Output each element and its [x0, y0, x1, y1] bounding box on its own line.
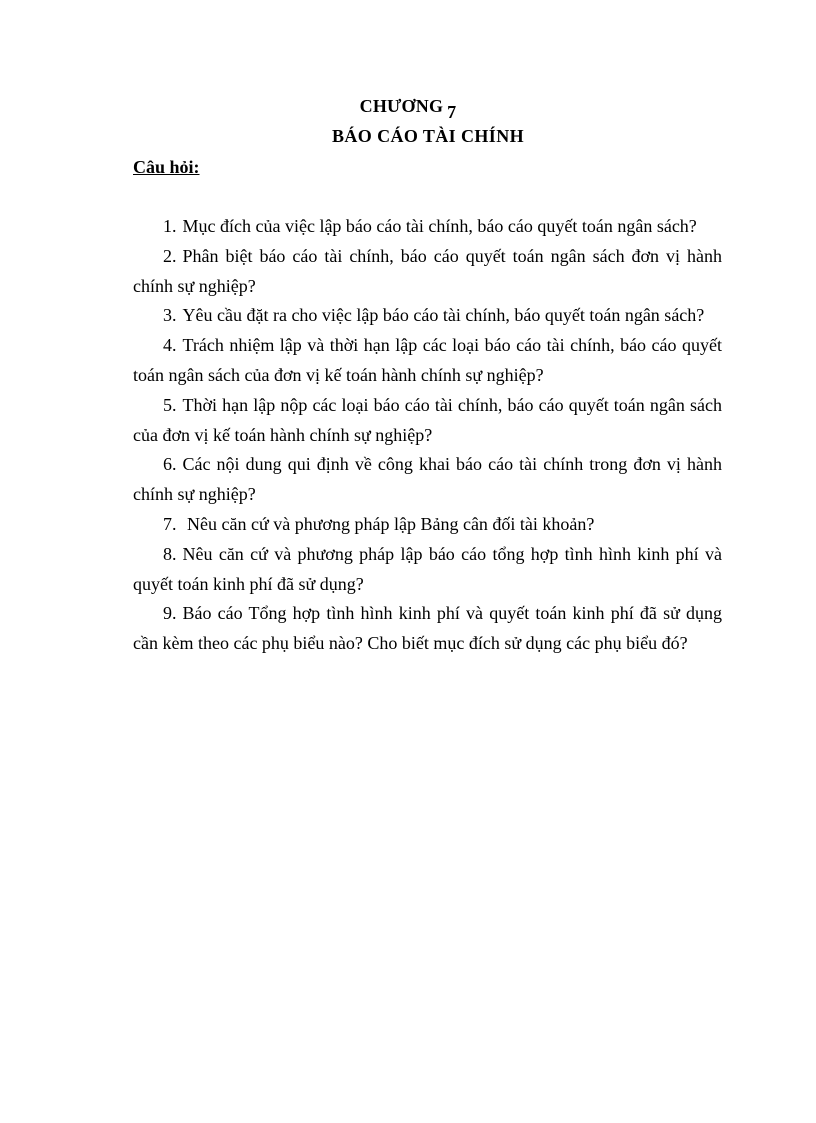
question-item: [133, 301, 722, 331]
question-list: [133, 212, 722, 659]
question-text: Nêu căn cứ và phương pháp lập báo cáo tổng hợp tình hình kinh phí và quyết toán kinh phí đã sử dụng?: [133, 543, 722, 594]
chapter-word: CHƯƠNG: [359, 96, 444, 116]
question-item: [133, 331, 722, 391]
question-item: [133, 540, 722, 600]
chapter-title: [0, 124, 816, 148]
question-number: 2.: [163, 245, 177, 266]
question-number: 4.: [163, 335, 177, 356]
question-item: [133, 510, 722, 540]
chapter-heading: [0, 94, 816, 122]
question-text: Yêu cầu đặt ra cho việc lập báo cáo tài chính, báo quyết toán ngân sách?: [182, 305, 705, 326]
question-number: 5.: [163, 394, 177, 415]
question-number: 1.: [163, 216, 177, 236]
question-number: 6.: [163, 454, 177, 475]
question-text: Mục đích của việc lập báo cáo tài chính, báo cáo quyết toán ngân sách?: [182, 216, 697, 236]
chapter-number: 7: [447, 102, 457, 122]
questions-heading: Câu hỏi:: [133, 157, 200, 177]
question-text: Phân biệt báo cáo tài chính, báo cáo quyết toán ngân sách đơn vị hành chính sự nghiệp?: [133, 245, 722, 296]
question-item: [133, 599, 722, 659]
question-item: [133, 391, 722, 451]
question-item: [133, 450, 722, 510]
question-item: [133, 242, 722, 302]
question-text: Báo cáo Tổng hợp tình hình kinh phí và quyết toán kinh phí đã sử dụng cần kèm theo các phụ biểu nào? Cho biết mục đích sử dụng các phụ biểu đó?: [133, 603, 722, 654]
question-number: 7.: [163, 513, 177, 534]
question-text: Trách nhiệm lập và thời hạn lập các loại báo cáo tài chính, báo cáo quyết toán ngân sách của đơn vị kế toán hành chính sự nghiệp?: [133, 335, 722, 385]
chapter-title-text: BÁO CÁO TÀI CHÍNH: [332, 126, 524, 146]
question-item: [133, 212, 722, 242]
question-number: 3.: [163, 305, 177, 326]
question-number: 8.: [163, 543, 177, 564]
question-text: Các nội dung qui định về công khai báo cáo tài chính trong đơn vị hành chính sự nghiệp?: [133, 454, 722, 505]
question-number: 9.: [163, 603, 177, 624]
question-text: Thời hạn lập nộp các loại báo cáo tài chính, báo cáo quyết toán ngân sách của đơn vị kế toán hành chính sự nghiệp?: [133, 394, 722, 445]
question-text: Nêu căn cứ và phương pháp lập Bảng cân đối tài khoản?: [182, 513, 595, 534]
